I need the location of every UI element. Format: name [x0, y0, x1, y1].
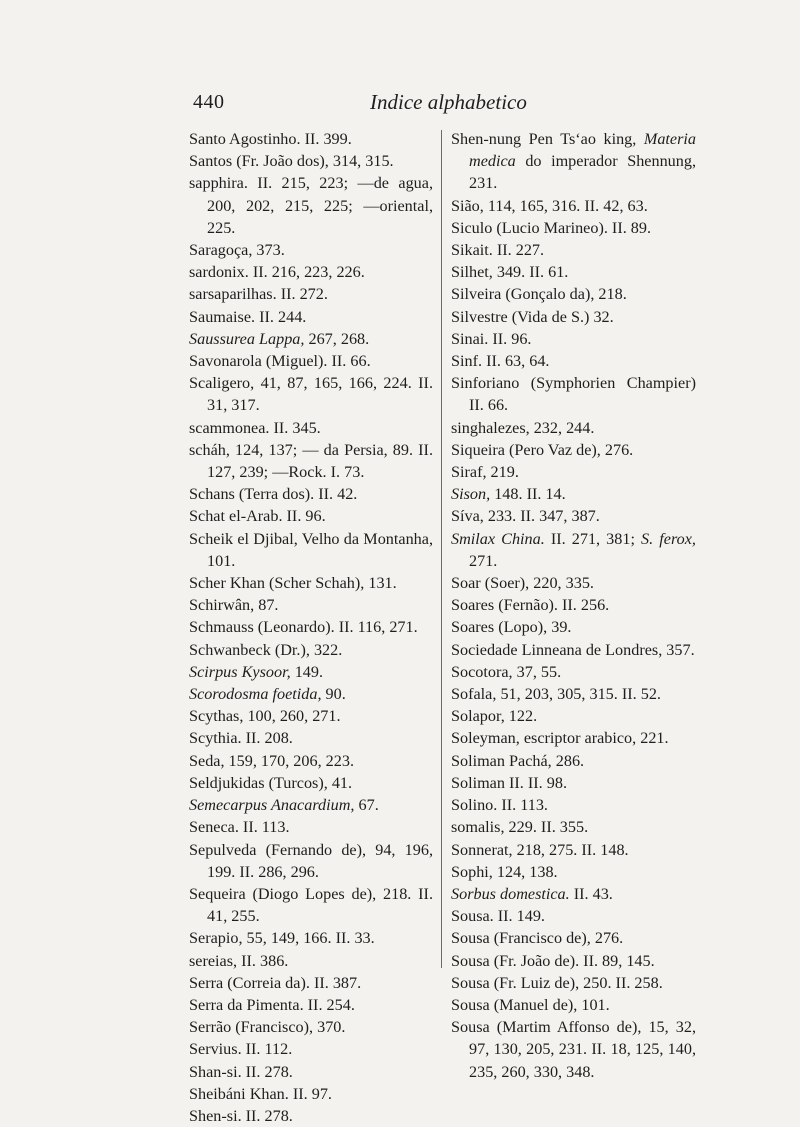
- index-entry: [189, 261, 433, 283]
- index-entry-text: Schat el-Arab. II. 96.: [189, 507, 326, 526]
- index-entry-text: Sousa (Martim Affonso de), 15, 32, 97, 130, 205, 231. II. 18, 125, 140, 235, 260, 330, 348.: [451, 1018, 696, 1081]
- index-entry-text: Scher Khan (Scher Schah), 131.: [189, 574, 397, 593]
- index-entry: [451, 505, 696, 527]
- index-entry-text: Socotora, 37, 55.: [451, 662, 562, 681]
- index-entry-text: II. 271, 381;: [544, 529, 642, 548]
- index-entry-text: Solapor, 122.: [451, 707, 538, 726]
- index-entry-text: Sousa (Fr. Luiz de), 250. II. 258.: [451, 973, 663, 992]
- index-entry: [451, 816, 696, 838]
- index-entry-text: Sikait. II. 227.: [451, 241, 545, 260]
- index-entry: [451, 350, 696, 372]
- index-entry-text: Sofala, 51, 203, 305, 315. II. 52.: [451, 685, 661, 704]
- index-entry: [451, 195, 696, 217]
- index-entry-text: Sinf. II. 63, 64.: [451, 352, 550, 371]
- index-entry-text: Sophi, 124, 138.: [451, 862, 558, 881]
- index-entry-italic-text: Sison,: [451, 485, 491, 504]
- index-entry: [451, 572, 696, 594]
- index-entry-text: sarsaparilhas. II. 272.: [189, 285, 328, 304]
- index-entry-text: scammonea. II. 345.: [189, 418, 321, 437]
- index-entry: [189, 372, 433, 416]
- index-entry: [189, 439, 433, 483]
- index-entry-text: Seda, 159, 170, 206, 223.: [189, 751, 355, 770]
- index-entry-text: Sheibáni Khan. II. 97.: [189, 1084, 332, 1103]
- index-entry-text: Saragoça, 373.: [189, 241, 285, 260]
- index-entry-text: Siculo (Lucio Marineo). II. 89.: [451, 218, 652, 237]
- index-entry-text: Shen-si. II. 278.: [189, 1106, 293, 1125]
- index-entry: [451, 239, 696, 261]
- index-entry-text: Sousa (Francisco de), 276.: [451, 929, 624, 948]
- index-entry: [189, 128, 433, 150]
- index-entry: [451, 261, 696, 283]
- index-entry: [189, 883, 433, 927]
- index-entry-text: Santos (Fr. João dos), 314, 315.: [189, 152, 394, 171]
- index-entry-text: Sinai. II. 96.: [451, 329, 532, 348]
- index-entry: [451, 994, 696, 1016]
- index-entry: [451, 794, 696, 816]
- index-entry: [451, 417, 696, 439]
- index-entry-text: Silveira (Gonçalo da), 218.: [451, 285, 627, 304]
- index-entry-text: Síva, 233. II. 347, 387.: [451, 507, 600, 526]
- index-entry-text: Sousa (Fr. João de). II. 89, 145.: [451, 951, 655, 970]
- index-entry: [189, 683, 433, 705]
- index-entry-text: Soar (Soer), 220, 335.: [451, 574, 594, 593]
- index-entry: [451, 594, 696, 616]
- column-divider: [441, 130, 442, 968]
- index-entry-text: singhalezes, 232, 244.: [451, 418, 595, 437]
- index-entry: [189, 661, 433, 683]
- index-entry: [189, 794, 433, 816]
- index-entry: [189, 1016, 433, 1038]
- index-entry-text: Sousa. II. 149.: [451, 907, 545, 926]
- index-entry: [189, 150, 433, 172]
- index-entry: [451, 328, 696, 350]
- index-entry-text: Savonarola (Miguel). II. 66.: [189, 352, 371, 371]
- index-entry: [189, 528, 433, 572]
- index-entry-text: Scaligero, 41, 87, 165, 166, 224. II. 31, 317.: [189, 374, 433, 415]
- index-entry: [189, 505, 433, 527]
- index-entry-text: sapphira. II. 215, 223; —de agua, 200, 202, 215, 225; —oriental, 225.: [189, 174, 433, 237]
- index-entry: [451, 306, 696, 328]
- index-entry: [451, 772, 696, 794]
- index-entry-text: Sociedade Linneana de Londres, 357.: [451, 640, 695, 659]
- index-entry: [451, 883, 696, 905]
- index-entry-text: Scheik el Djibal, Velho da Montanha, 101.: [189, 529, 433, 570]
- index-entry: [451, 750, 696, 772]
- index-entry: [451, 950, 696, 972]
- index-entry-text: Schmauss (Leonardo). II. 116, 271.: [189, 618, 418, 637]
- index-entry: [189, 1038, 433, 1060]
- index-entry: [451, 727, 696, 749]
- index-entry: [189, 727, 433, 749]
- index-entry: [189, 328, 433, 350]
- index-entry: [189, 306, 433, 328]
- index-entry: [451, 839, 696, 861]
- index-entry: [189, 839, 433, 883]
- index-entry: [189, 483, 433, 505]
- index-entry: [451, 905, 696, 927]
- index-entry: [451, 661, 696, 683]
- index-entry-text: 90.: [321, 685, 346, 704]
- index-entry-text: Seneca. II. 113.: [189, 818, 290, 837]
- index-entry-text: Siraf, 219.: [451, 463, 519, 482]
- index-entry-text: 67.: [354, 796, 379, 815]
- index-entry: [189, 594, 433, 616]
- index-entry: [189, 639, 433, 661]
- index-entry-italic-text: Semecarpus Anacardium,: [189, 796, 355, 815]
- index-entry: [451, 528, 696, 572]
- index-entry-text: Sousa (Manuel de), 101.: [451, 995, 610, 1014]
- index-entry-text: Sequeira (Diogo Lopes de), 218. II. 41, 255.: [189, 884, 433, 926]
- index-entry: [451, 283, 696, 305]
- index-entry-text: 148. II. 14.: [490, 485, 566, 504]
- index-entry: [451, 372, 696, 416]
- index-entry-italic-text: Sorbus domestica.: [451, 884, 570, 903]
- index-entry-italic-text: Materia medica: [469, 130, 696, 171]
- index-entry-text: Serra (Correia da). II. 387.: [189, 973, 362, 992]
- index-entry: [189, 1083, 433, 1105]
- index-entry: [189, 705, 433, 727]
- index-entry-text: Seldjukidas (Turcos), 41.: [189, 773, 353, 792]
- index-entry: [451, 639, 696, 661]
- index-entry-italic-text: Saussurea Lappa,: [189, 329, 305, 348]
- index-entry-text: 267, 268.: [304, 329, 370, 348]
- index-entry-text: Schirwân, 87.: [189, 596, 279, 615]
- index-entry: [189, 239, 433, 261]
- index-entry-text: 271.: [469, 551, 498, 570]
- index-entry-text: Sinforiano (Symphorien Champier) II. 66.: [451, 374, 696, 415]
- index-entry-text: Saumaise. II. 244.: [189, 307, 307, 326]
- index-entry: [189, 816, 433, 838]
- index-entry: [189, 616, 433, 638]
- index-entry-text: Solino. II. 113.: [451, 796, 548, 815]
- index-entry-text: Soleyman, escriptor arabico, 221.: [451, 729, 669, 748]
- index-entry-text: Schans (Terra dos). II. 42.: [189, 485, 358, 504]
- index-entry-text: Serra da Pimenta. II. 254.: [189, 995, 355, 1014]
- index-entry: [189, 750, 433, 772]
- index-column-right: [451, 128, 696, 1083]
- index-entry: [189, 772, 433, 794]
- index-entry-text: Silvestre (Vida de S.) 32.: [451, 307, 614, 326]
- index-entry-text: Scythas, 100, 260, 271.: [189, 707, 341, 726]
- index-entry: [189, 417, 433, 439]
- index-entry-text: Serapio, 55, 149, 166. II. 33.: [189, 929, 375, 948]
- index-entry-text: Shen-nung Pen Ts‘ao king,: [451, 130, 644, 148]
- index-entry-text: Schwanbeck (Dr.), 322.: [189, 640, 343, 659]
- index-entry-text: Soliman Pachá, 286.: [451, 751, 585, 770]
- index-entry: [189, 927, 433, 949]
- index-entry-text: Sião, 114, 165, 316. II. 42, 63.: [451, 196, 648, 215]
- index-entry: [451, 1016, 696, 1083]
- index-entry-text: 149.: [290, 662, 324, 681]
- index-entry-text: II. 43.: [569, 884, 613, 903]
- index-entry: [189, 950, 433, 972]
- index-entry-italic-text: S. ferox,: [641, 529, 696, 548]
- index-entry: [451, 972, 696, 994]
- index-entry: [189, 1105, 433, 1127]
- index-entry-italic-text: Smilax China.: [451, 529, 545, 548]
- index-entry: [451, 616, 696, 638]
- index-entry-text: Sonnerat, 218, 275. II. 148.: [451, 840, 629, 859]
- index-entry-italic-text: Scorodosma foetida,: [189, 685, 322, 704]
- index-entry: [189, 350, 433, 372]
- index-entry: [451, 927, 696, 949]
- index-entry-text: do imperador Shennung, 231.: [469, 152, 696, 193]
- index-entry: [451, 128, 696, 195]
- page-number: 440: [193, 91, 225, 113]
- index-entry: [451, 461, 696, 483]
- index-entry-text: scháh, 124, 137; — da Persia, 89. II. 127, 239; —Rock. I. 73.: [189, 440, 433, 482]
- index-entry: [189, 283, 433, 305]
- index-column-left: [189, 128, 433, 1127]
- index-entry: [189, 1061, 433, 1083]
- index-entry-text: Siqueira (Pero Vaz de), 276.: [451, 440, 634, 459]
- index-entry-text: Sepulveda (Fernando de), 94, 196, 199. II. 286, 296.: [189, 840, 433, 881]
- index-entry-text: Soares (Fernão). II. 256.: [451, 596, 610, 615]
- index-entry-text: Serrão (Francisco), 370.: [189, 1018, 346, 1037]
- index-entry: [451, 483, 696, 505]
- index-entry: [189, 972, 433, 994]
- index-entry: [451, 439, 696, 461]
- index-entry-text: Shan-si. II. 278.: [189, 1062, 293, 1081]
- index-entry-italic-text: Scirpus Kysoor,: [189, 662, 291, 681]
- running-title: Indice alphabetico: [370, 90, 527, 114]
- index-entry-text: somalis, 229. II. 355.: [451, 818, 589, 837]
- index-entry-text: Servius. II. 112.: [189, 1040, 293, 1059]
- index-entry: [451, 217, 696, 239]
- index-entry: [189, 572, 433, 594]
- index-entry-text: Santo Agostinho. II. 399.: [189, 130, 352, 148]
- index-entry: [451, 861, 696, 883]
- index-entry: [189, 172, 433, 239]
- index-entry-text: Silhet, 349. II. 61.: [451, 263, 569, 282]
- index-entry: [451, 705, 696, 727]
- index-entry-text: Soliman II. II. 98.: [451, 773, 567, 792]
- index-entry-text: Scythia. II. 208.: [189, 729, 293, 748]
- index-entry-text: sereias, II. 386.: [189, 951, 289, 970]
- index-entry-text: sardonix. II. 216, 223, 226.: [189, 263, 365, 282]
- index-entry: [451, 683, 696, 705]
- index-entry: [189, 994, 433, 1016]
- index-entry-text: Soares (Lopo), 39.: [451, 618, 572, 637]
